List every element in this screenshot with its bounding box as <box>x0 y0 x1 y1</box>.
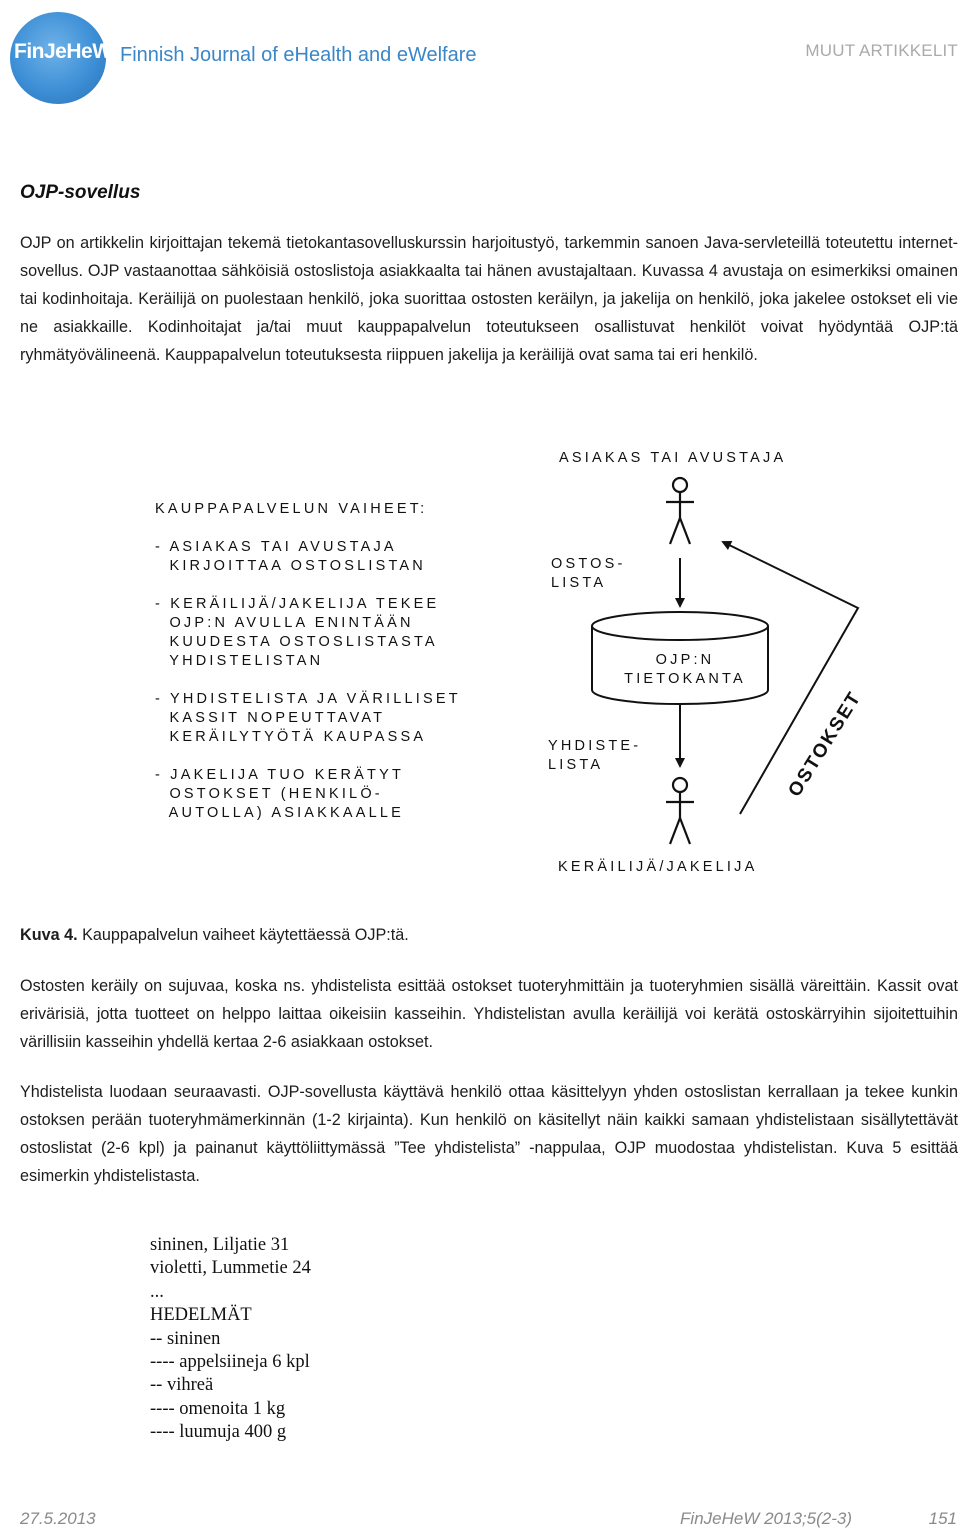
list-item: ---- omenoita 1 kg <box>150 1398 286 1419</box>
page-number: 151 <box>928 1509 957 1528</box>
customer-figure-icon <box>666 478 694 544</box>
shopping-list-label: OSTOS- LISTA <box>551 556 626 591</box>
ostokset-label: OSTOKSET <box>784 687 866 801</box>
collector-label: KERÄILIJÄ/JAKELIJA <box>558 859 758 875</box>
diagram-graphics <box>0 440 960 890</box>
step-4: - JAKELIJA TUO KERÄTYT OSTOKSET (HENKILÖ- AUTOLLA) ASIAKKAALLE <box>155 767 405 821</box>
combined-list-label: YHDISTE- LISTA <box>548 738 642 773</box>
database-label: OJP:N TIETOKANTA <box>624 652 746 687</box>
caption-label: Kuva 4. <box>20 926 78 944</box>
logo-text: FinJeHeW <box>14 40 112 63</box>
figure-caption <box>20 926 409 945</box>
list-item: ... <box>150 1281 164 1302</box>
paragraph-collection: Ostosten keräily on sujuvaa, koska ns. yhdistelista esittää ostokset tuoteryhmittäin ja tuoteryhmien sisällä väreittäin. Kassit ovat erivärisiä, jotta tuotteet on helppo laittaa oikeisiin kasseihin. Yhdistelistan avulla keräilijä voi kerätä ostoskärryihin sijoitettuihin värillisiin kasseihin yhdellä kertaa 2-6 asiakkaan ostokset. <box>20 977 958 1051</box>
step-2: - KERÄILIJÄ/JAKELIJA TEKEE OJP:N AVULLA ENINTÄÄN KUUDESTA OSTOSLISTASTA YHDISTELISTAN <box>155 596 440 669</box>
customer-label: ASIAKAS TAI AVUSTAJA <box>559 450 787 466</box>
footer-citation: FinJeHeW 2013;5(2-3) <box>680 1509 852 1528</box>
steps-title: KAUPPAPALVELUN VAIHEET: <box>155 501 428 517</box>
paragraph-intro: OJP on artikkelin kirjoittajan tekemä tietokantasovelluskurssin harjoitustyö, tarkemmin sanoen Java-servleteillä toteutettu internet-sovellus. OJP vastaanottaa sähköisiä ostoslistoja asiakkaalta tai hänen avustajaltaan. Kuvassa 4 avustaja on esimerkiksi omainen tai kodinhoitaja. Keräilijä on puolestaan henkilö, joka suorittaa ostosten keräilyn, ja jakelija on henkilö, joka jakelee ostokset eli vie ne asiakkaille. Kodinhoitajat ja/tai muut kauppapalvelun toteutukseen osallistuvat henkilöt voivat hyödyntää OJP:tä ryhmätyövälineenä. Kauppapalvelun toteutuksesta riippuen jakelija ja keräilijä ovat sama tai eri henkilö. <box>20 234 958 364</box>
list-item: -- sininen <box>150 1328 221 1349</box>
list-item: ---- appelsiineja 6 kpl <box>150 1352 310 1373</box>
combined-list-example <box>150 1234 311 1445</box>
list-item: -- vihreä <box>150 1375 214 1396</box>
journal-name: Finnish Journal of eHealth and eWelfare <box>120 44 477 66</box>
section-heading: OJP-sovellus <box>20 182 141 203</box>
paragraph-combined-list: Yhdistelista luodaan seuraavasti. OJP-sovellusta käyttävä henkilö ottaa käsittelyyn yhden ostoslistan kerrallaan ja tekee kunkin ostoksen perään tuoteryhmämerkinnän (1-2 kirjainta). Kun henkilö on käsitellyt näin kaikki samaan yhdistelistaan sisällytettävät ostoslistat (2-6 kpl) ja painanut käyttöliittymässä ”Tee yhdistelista” -nappulaa, OJP muodostaa yhdistelistan. Kuva 5 esittää esimerkin yhdistelistasta. <box>20 1083 958 1185</box>
step-3: - YHDISTELISTA JA VÄRILLISET KASSIT NOPEUTTAVAT KERÄILYTYÖTÄ KAUPASSA <box>155 691 461 745</box>
step-1: - ASIAKAS TAI AVUSTAJA KIRJOITTAA OSTOSLISTAN <box>155 539 426 574</box>
list-item: violetti, Lummetie 24 <box>150 1258 311 1279</box>
caption-text: Kauppapalvelun vaiheet käytettäessä OJP:tä. <box>77 926 409 944</box>
figure-4-diagram <box>0 440 960 890</box>
list-item: HEDELMÄT <box>150 1305 252 1326</box>
footer-date: 27.5.2013 <box>20 1509 96 1528</box>
section-label: MUUT ARTIKKELIT <box>805 41 958 60</box>
list-item: sininen, Liljatie 31 <box>150 1235 290 1255</box>
list-item: ---- luumuja 400 g <box>150 1422 287 1443</box>
collector-figure-icon <box>666 778 694 844</box>
